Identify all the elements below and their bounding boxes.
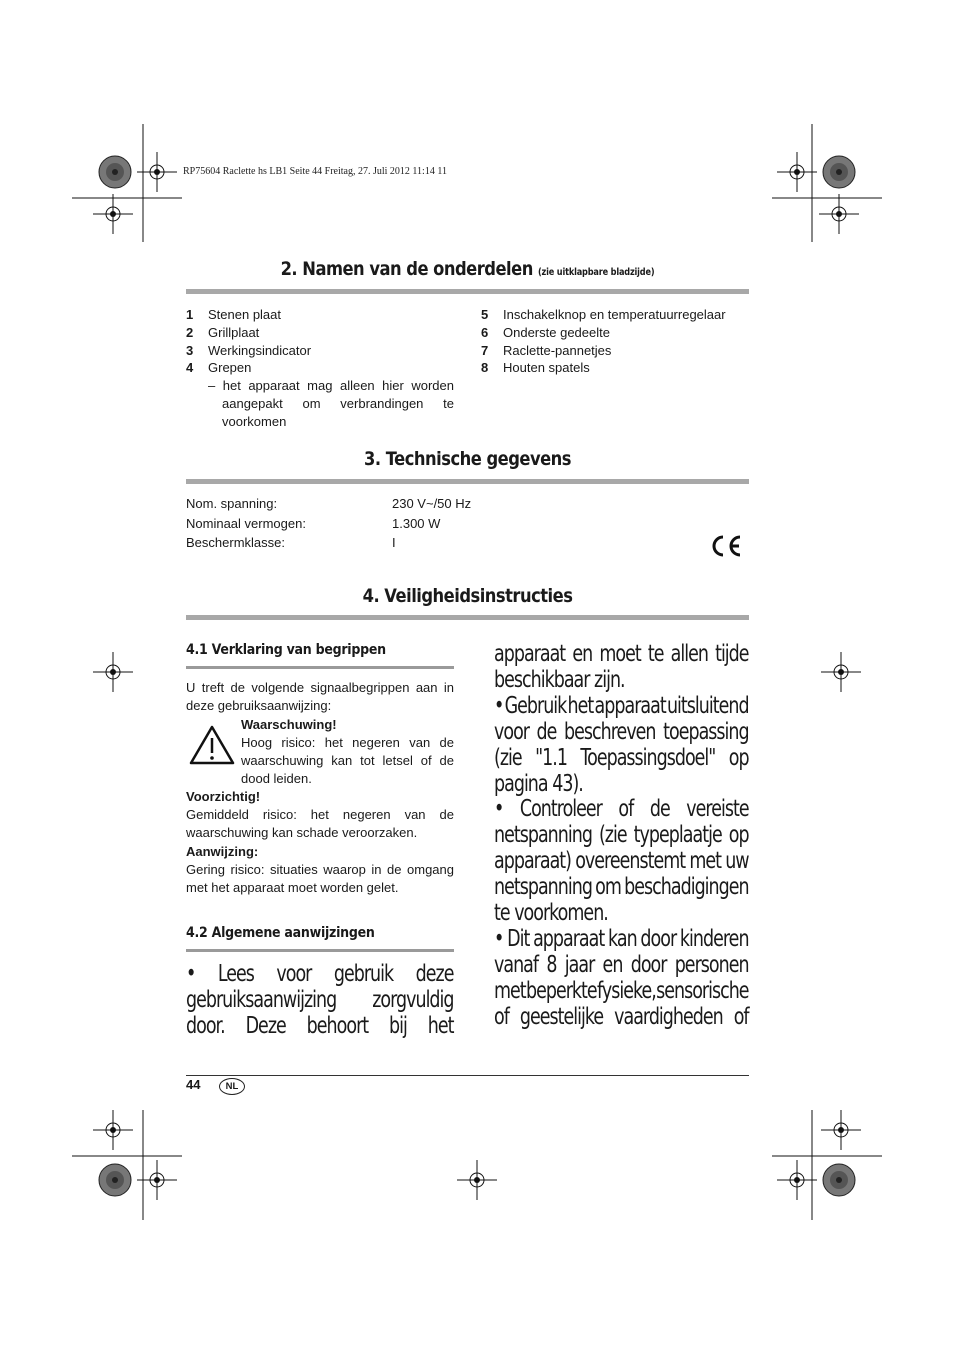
text-line: • Dit apparaat kan door kinderen	[494, 925, 749, 952]
list-item: 4 Grepen	[186, 360, 252, 376]
general-instructions-right	[494, 642, 749, 1031]
text-line: netspanning (zie typeplaatje op	[494, 822, 749, 849]
section-4-title: 4. Veiligheidsinstructies	[362, 585, 573, 607]
text-line: netspanning om beschadigingen	[494, 874, 749, 901]
text-line: of geestelijke vaardigheden of	[494, 1003, 749, 1030]
signal-intro: U treft de volgende signaalbegrippen aan in deze gebruiksaanwijzing:	[186, 680, 454, 713]
table-row: Nominaal vermogen: 1.300 W	[186, 515, 441, 531]
subsection-4-2-title: 4.2 Algemene aanwijzingen	[186, 925, 375, 941]
section-2-heading	[225, 258, 709, 280]
text-line: met beperkte fysieke, sensorische	[494, 977, 749, 1004]
section-2-note: (zie uitklapbare bladzijde)	[537, 267, 655, 278]
ce-mark-icon	[709, 534, 743, 558]
page-number: 44	[186, 1077, 201, 1092]
warning-triangle-icon	[188, 724, 236, 766]
text-line: gebruiksaanwijzing zorgvuldig	[186, 986, 454, 1013]
text-line: (zie "1.1 Toepassingsdoel" op	[494, 744, 749, 771]
parts-list-right	[481, 306, 749, 377]
footer-rule	[186, 1075, 749, 1076]
caution-block	[186, 788, 454, 842]
text-line: • Gebruik het apparaat uitsluitend	[494, 692, 749, 719]
text-line: beschikbaar zijn.	[494, 666, 625, 693]
section-4-rule	[186, 615, 749, 620]
language-badge: NL	[219, 1078, 245, 1095]
text-line: pagina 43).	[494, 770, 583, 797]
table-row: Nom. spanning: 230 V~/50 Hz	[186, 496, 472, 511]
text-line: apparaat) overeenstemt met uw	[494, 848, 749, 875]
text-line: • Controleer of de vereiste	[494, 796, 749, 823]
subsection-4-2-rule	[186, 949, 454, 952]
tech-table	[186, 494, 471, 553]
list-item: 5 Inschakelknop en temperatuurregelaar	[481, 307, 726, 322]
list-item: 2 Grillplaat	[186, 324, 260, 340]
general-instructions-left	[186, 962, 454, 1040]
section-3-rule	[186, 479, 749, 484]
note-text: Gering risico: situaties waarop in de omgang met het apparaat moet worden gelet.	[186, 862, 454, 895]
caution-text: Gemiddeld risico: het negeren van de waarschuwing kan schade veroorzaken.	[186, 807, 454, 840]
list-item: 7 Raclette-pannetjes	[481, 342, 612, 358]
print-header: RP75604 Raclette hs LB1 Seite 44 Freitag, 27. Juli 2012 11:14 11	[183, 166, 447, 177]
note-label: Aanwijzing:	[186, 844, 259, 859]
parts-list-left	[186, 306, 454, 431]
section-3-title: 3. Technische gegevens	[364, 448, 571, 470]
note-block	[186, 843, 454, 897]
section-2-title: 2. Namen van de onderdelen	[280, 258, 533, 280]
section-2-rule	[186, 289, 749, 294]
grip-note: – het apparaat mag alleen hier worden aangepakt om verbrandingen te voorkomen	[208, 378, 454, 429]
text-line: vanaf 8 jaar en door personen	[494, 951, 749, 978]
subsection-4-1-rule	[186, 666, 454, 669]
list-item: 6 Onderste gedeelte	[481, 324, 610, 340]
subsection-4-1-title: 4.1 Verklaring van begrippen	[186, 642, 386, 658]
warning-block	[241, 716, 454, 788]
text-line: voor de beschreven toepassing	[494, 718, 749, 745]
text-line: apparaat en moet te allen tijde	[494, 641, 749, 667]
table-row: Beschermklasse: I	[186, 535, 396, 551]
warning-text: Hoog risico: het negeren van de waarschuwing kan tot letsel of de dood leiden.	[241, 735, 454, 786]
text-line: door. Deze behoort bij het	[186, 1012, 454, 1039]
list-item: 8 Houten spatels	[481, 360, 590, 376]
caution-label: Voorzichtig!	[186, 789, 261, 804]
list-item: 1 Stenen plaat	[186, 307, 282, 322]
warning-label: Waarschuwing!	[241, 717, 337, 732]
text-line: te voorkomen.	[494, 900, 608, 927]
list-item: 3 Werkingsindicator	[186, 342, 312, 358]
text-line: • Lees voor gebruik deze	[186, 961, 454, 987]
